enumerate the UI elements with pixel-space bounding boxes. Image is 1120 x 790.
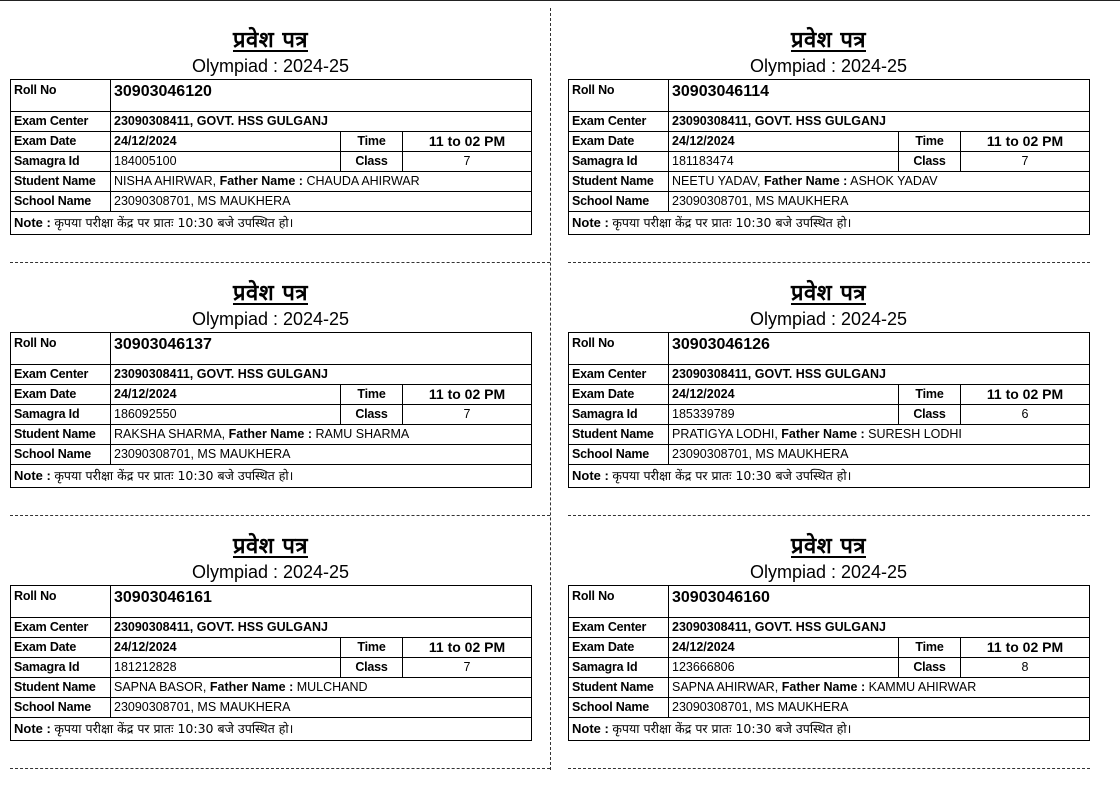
roll-no-label: Roll No [569,586,669,618]
exam-date-value: 24/12/2024 [111,385,341,405]
father-name-label: Father Name : [228,427,312,441]
school-name-value: 23090308701, MS MAUKHERA [669,445,1090,465]
school-name-label: School Name [569,192,669,212]
samagra-id-label: Samagra Id [569,152,669,172]
exam-center-label: Exam Center [569,112,669,132]
admit-card-table [10,332,532,488]
samagra-id-label: Samagra Id [11,658,111,678]
student-name-label: Student Name [569,425,669,445]
note-cell [11,212,532,235]
father-name-label: Father Name : [781,680,866,694]
note-text: कृपया परीक्षा केंद्र पर प्रातः 10:30 बजे उपस्थित हो। [54,215,294,230]
note-label: Note : [14,721,51,736]
note-cell [569,718,1090,741]
school-name-value: 23090308701, MS MAUKHERA [111,698,532,718]
roll-no-value: 30903046137 [111,333,532,365]
olympiad-subtitle: Olympiad : 2024-25 [191,309,350,329]
time-value: 11 to 02 PM [403,638,532,658]
student-name-label: Student Name [11,678,111,698]
class-label: Class [341,152,403,172]
olympiad-subtitle: Olympiad : 2024-25 [749,309,908,329]
father-name-value: CHAUDA AHIRWAR [306,174,420,188]
class-value: 7 [961,152,1090,172]
student-father-cell [111,425,532,445]
class-label: Class [341,658,403,678]
card-title: प्रवेश पत्र [790,280,866,306]
horizontal-cut-line [10,515,550,516]
student-name-label: Student Name [11,172,111,192]
note-cell [11,465,532,488]
time-value: 11 to 02 PM [961,385,1090,405]
class-value: 8 [961,658,1090,678]
student-name-value: PRATIGYA LODHI, [672,427,778,441]
exam-center-label: Exam Center [11,618,111,638]
note-cell [569,465,1090,488]
samagra-id-label: Samagra Id [11,152,111,172]
samagra-id-value: 123666806 [669,658,899,678]
top-border-line [0,0,1120,1]
time-value: 11 to 02 PM [403,132,532,152]
admit-card-table [568,79,1090,235]
roll-no-label: Roll No [11,80,111,112]
horizontal-cut-line [10,262,550,263]
class-label: Class [899,405,961,425]
time-label: Time [899,132,961,152]
class-label: Class [899,658,961,678]
exam-center-value: 23090308411, GOVT. HSS GULGANJ [111,365,532,385]
roll-no-label: Roll No [569,80,669,112]
father-name-value: ASHOK YADAV [850,174,938,188]
student-father-cell [669,425,1090,445]
note-label: Note : [14,468,51,483]
class-value: 7 [403,658,532,678]
exam-date-value: 24/12/2024 [669,385,899,405]
samagra-id-label: Samagra Id [569,405,669,425]
card-title: प्रवेश पत्र [790,533,866,559]
horizontal-cut-line [10,768,550,769]
school-name-label: School Name [11,445,111,465]
student-name-label: Student Name [569,678,669,698]
roll-no-value: 30903046114 [669,80,1090,112]
school-name-label: School Name [569,698,669,718]
student-father-cell [111,678,532,698]
note-cell [11,718,532,741]
father-name-label: Father Name : [763,174,848,188]
exam-date-value: 24/12/2024 [111,638,341,658]
father-name-value: KAMMU AHIRWAR [868,680,977,694]
class-label: Class [341,405,403,425]
class-label: Class [899,152,961,172]
father-name-label: Father Name : [219,174,303,188]
admit-card-table [568,332,1090,488]
samagra-id-value: 186092550 [111,405,341,425]
samagra-id-label: Samagra Id [569,658,669,678]
card-title: प्रवेश पत्र [232,280,308,306]
note-cell [569,212,1090,235]
exam-center-value: 23090308411, GOVT. HSS GULGANJ [669,112,1090,132]
roll-no-value: 30903046160 [669,586,1090,618]
samagra-id-value: 185339789 [669,405,899,425]
class-value: 7 [403,152,532,172]
student-name-label: Student Name [569,172,669,192]
student-name-value: NISHA AHIRWAR, [114,174,217,188]
card-title: प्रवेश पत्र [232,27,308,53]
exam-date-value: 24/12/2024 [669,638,899,658]
time-label: Time [341,638,403,658]
samagra-id-value: 181183474 [669,152,899,172]
exam-date-label: Exam Date [569,132,669,152]
note-text: कृपया परीक्षा केंद्र पर प्रातः 10:30 बजे उपस्थित हो। [612,468,852,483]
school-name-value: 23090308701, MS MAUKHERA [669,192,1090,212]
horizontal-cut-line [568,768,1090,769]
samagra-id-value: 184005100 [111,152,341,172]
exam-center-value: 23090308411, GOVT. HSS GULGANJ [669,365,1090,385]
note-text: कृपया परीक्षा केंद्र पर प्रातः 10:30 बजे उपस्थित हो। [612,721,852,736]
vertical-cut-line [550,8,551,770]
time-label: Time [341,132,403,152]
school-name-label: School Name [569,445,669,465]
student-father-cell [669,172,1090,192]
student-name-value: SAPNA BASOR, [114,680,207,694]
time-value: 11 to 02 PM [403,385,532,405]
admit-card-table [10,79,532,235]
time-label: Time [341,385,403,405]
exam-center-label: Exam Center [569,365,669,385]
exam-center-label: Exam Center [11,365,111,385]
exam-date-label: Exam Date [11,132,111,152]
olympiad-subtitle: Olympiad : 2024-25 [191,56,350,76]
time-value: 11 to 02 PM [961,638,1090,658]
father-name-label: Father Name : [209,680,294,694]
exam-center-label: Exam Center [569,618,669,638]
exam-date-label: Exam Date [11,638,111,658]
samagra-id-value: 181212828 [111,658,341,678]
roll-no-label: Roll No [11,586,111,618]
admit-card-table [568,585,1090,741]
exam-center-label: Exam Center [11,112,111,132]
olympiad-subtitle: Olympiad : 2024-25 [749,562,908,582]
school-name-value: 23090308701, MS MAUKHERA [669,698,1090,718]
olympiad-subtitle: Olympiad : 2024-25 [749,56,908,76]
father-name-label: Father Name : [781,427,865,441]
student-name-value: NEETU YADAV, [672,174,761,188]
exam-date-value: 24/12/2024 [669,132,899,152]
note-label: Note : [14,215,51,230]
note-text: कृपया परीक्षा केंद्र पर प्रातः 10:30 बजे उपस्थित हो। [612,215,852,230]
roll-no-value: 30903046126 [669,333,1090,365]
father-name-value: MULCHAND [296,680,368,694]
exam-center-value: 23090308411, GOVT. HSS GULGANJ [111,112,532,132]
horizontal-cut-line [568,262,1090,263]
student-name-value: RAKSHA SHARMA, [114,427,226,441]
school-name-value: 23090308701, MS MAUKHERA [111,445,532,465]
time-value: 11 to 02 PM [961,132,1090,152]
note-label: Note : [572,721,609,736]
card-title: प्रवेश पत्र [790,27,866,53]
roll-no-label: Roll No [11,333,111,365]
roll-no-value: 30903046161 [111,586,532,618]
time-label: Time [899,638,961,658]
roll-no-value: 30903046120 [111,80,532,112]
student-name-label: Student Name [11,425,111,445]
card-title: प्रवेश पत्र [232,533,308,559]
class-value: 6 [961,405,1090,425]
exam-center-value: 23090308411, GOVT. HSS GULGANJ [669,618,1090,638]
note-label: Note : [572,468,609,483]
student-father-cell [669,678,1090,698]
admit-card-table [10,585,532,741]
school-name-value: 23090308701, MS MAUKHERA [111,192,532,212]
samagra-id-label: Samagra Id [11,405,111,425]
class-value: 7 [403,405,532,425]
father-name-value: SURESH LODHI [868,427,962,441]
roll-no-label: Roll No [569,333,669,365]
father-name-value: RAMU SHARMA [315,427,410,441]
exam-date-label: Exam Date [569,385,669,405]
time-label: Time [899,385,961,405]
school-name-label: School Name [11,698,111,718]
exam-date-label: Exam Date [11,385,111,405]
exam-date-value: 24/12/2024 [111,132,341,152]
exam-center-value: 23090308411, GOVT. HSS GULGANJ [111,618,532,638]
exam-date-label: Exam Date [569,638,669,658]
student-father-cell [111,172,532,192]
olympiad-subtitle: Olympiad : 2024-25 [191,562,350,582]
horizontal-cut-line [568,515,1090,516]
note-text: कृपया परीक्षा केंद्र पर प्रातः 10:30 बजे उपस्थित हो। [54,721,294,736]
note-text: कृपया परीक्षा केंद्र पर प्रातः 10:30 बजे उपस्थित हो। [54,468,294,483]
school-name-label: School Name [11,192,111,212]
note-label: Note : [572,215,609,230]
student-name-value: SAPNA AHIRWAR, [672,680,779,694]
